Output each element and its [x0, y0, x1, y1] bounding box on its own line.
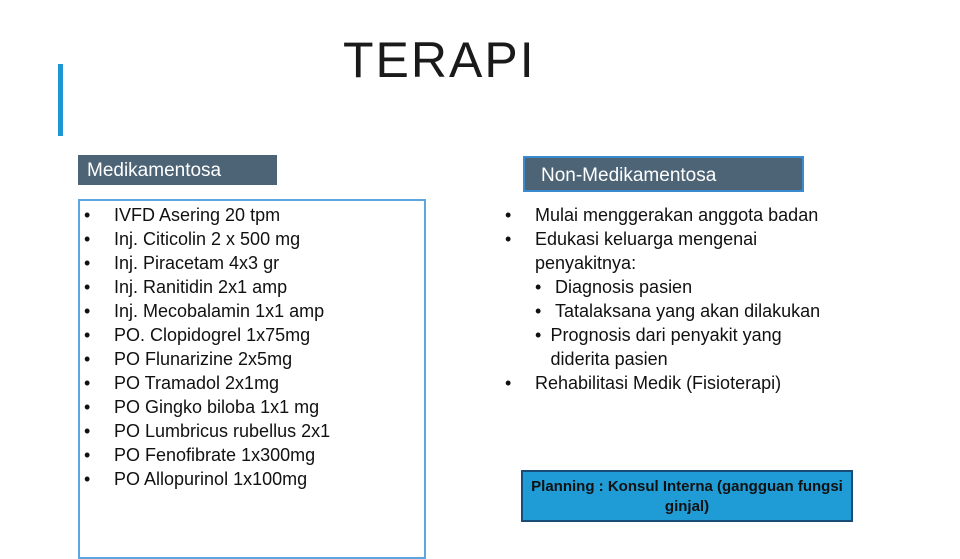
list-item: • PO. Clopidogrel 1x75mg	[84, 325, 311, 345]
sub-list-item: • Diagnosis pasien	[535, 277, 693, 297]
list-item: • Rehabilitasi Medik (Fisioterapi)	[505, 373, 782, 393]
sub-list-item: • Tatalaksana yang akan dilakukan	[535, 301, 821, 321]
list-item: • Inj. Mecobalamin 1x1 amp	[84, 301, 325, 321]
sub-list-item: • Prognosis dari penyakit yang diderita pasien	[535, 325, 782, 369]
accent-bar	[58, 64, 63, 136]
list-item: • PO Tramadol 2x1mg	[84, 373, 280, 393]
list-item: • Mulai menggerakan anggota badan	[505, 205, 819, 225]
list-item: • Edukasi keluarga mengenai penyakitnya: • Diagnosis pasien • Tatalaksana yang akan dilakukan • Prognosis dari penyakit yang diderita pasien	[505, 227, 835, 371]
non-medikamentosa-list	[505, 203, 835, 395]
list-item: • PO Gingko biloba 1x1 mg	[84, 397, 320, 417]
list-item: • Inj. Ranitidin 2x1 amp	[84, 277, 288, 297]
slide-title: TERAPI	[343, 32, 536, 88]
list-item: • Inj. Citicolin 2 x 500 mg	[84, 229, 301, 249]
list-item: • PO Lumbricus rubellus 2x1	[84, 421, 331, 441]
list-item: • PO Fenofibrate 1x300mg	[84, 445, 316, 465]
medikamentosa-list	[84, 203, 330, 491]
non-medikamentosa-header: Non-Medikamentosa	[523, 156, 804, 192]
medikamentosa-header: Medikamentosa	[78, 155, 277, 185]
planning-box: Planning : Konsul Interna (gangguan fungsi ginjal)	[521, 470, 853, 522]
list-item: • PO Flunarizine 2x5mg	[84, 349, 293, 369]
sub-list	[535, 275, 825, 371]
list-item: • Inj. Piracetam 4x3 gr	[84, 253, 280, 273]
list-item: • IVFD Asering 20 tpm	[84, 205, 281, 225]
list-item: • PO Allopurinol 1x100mg	[84, 469, 308, 489]
